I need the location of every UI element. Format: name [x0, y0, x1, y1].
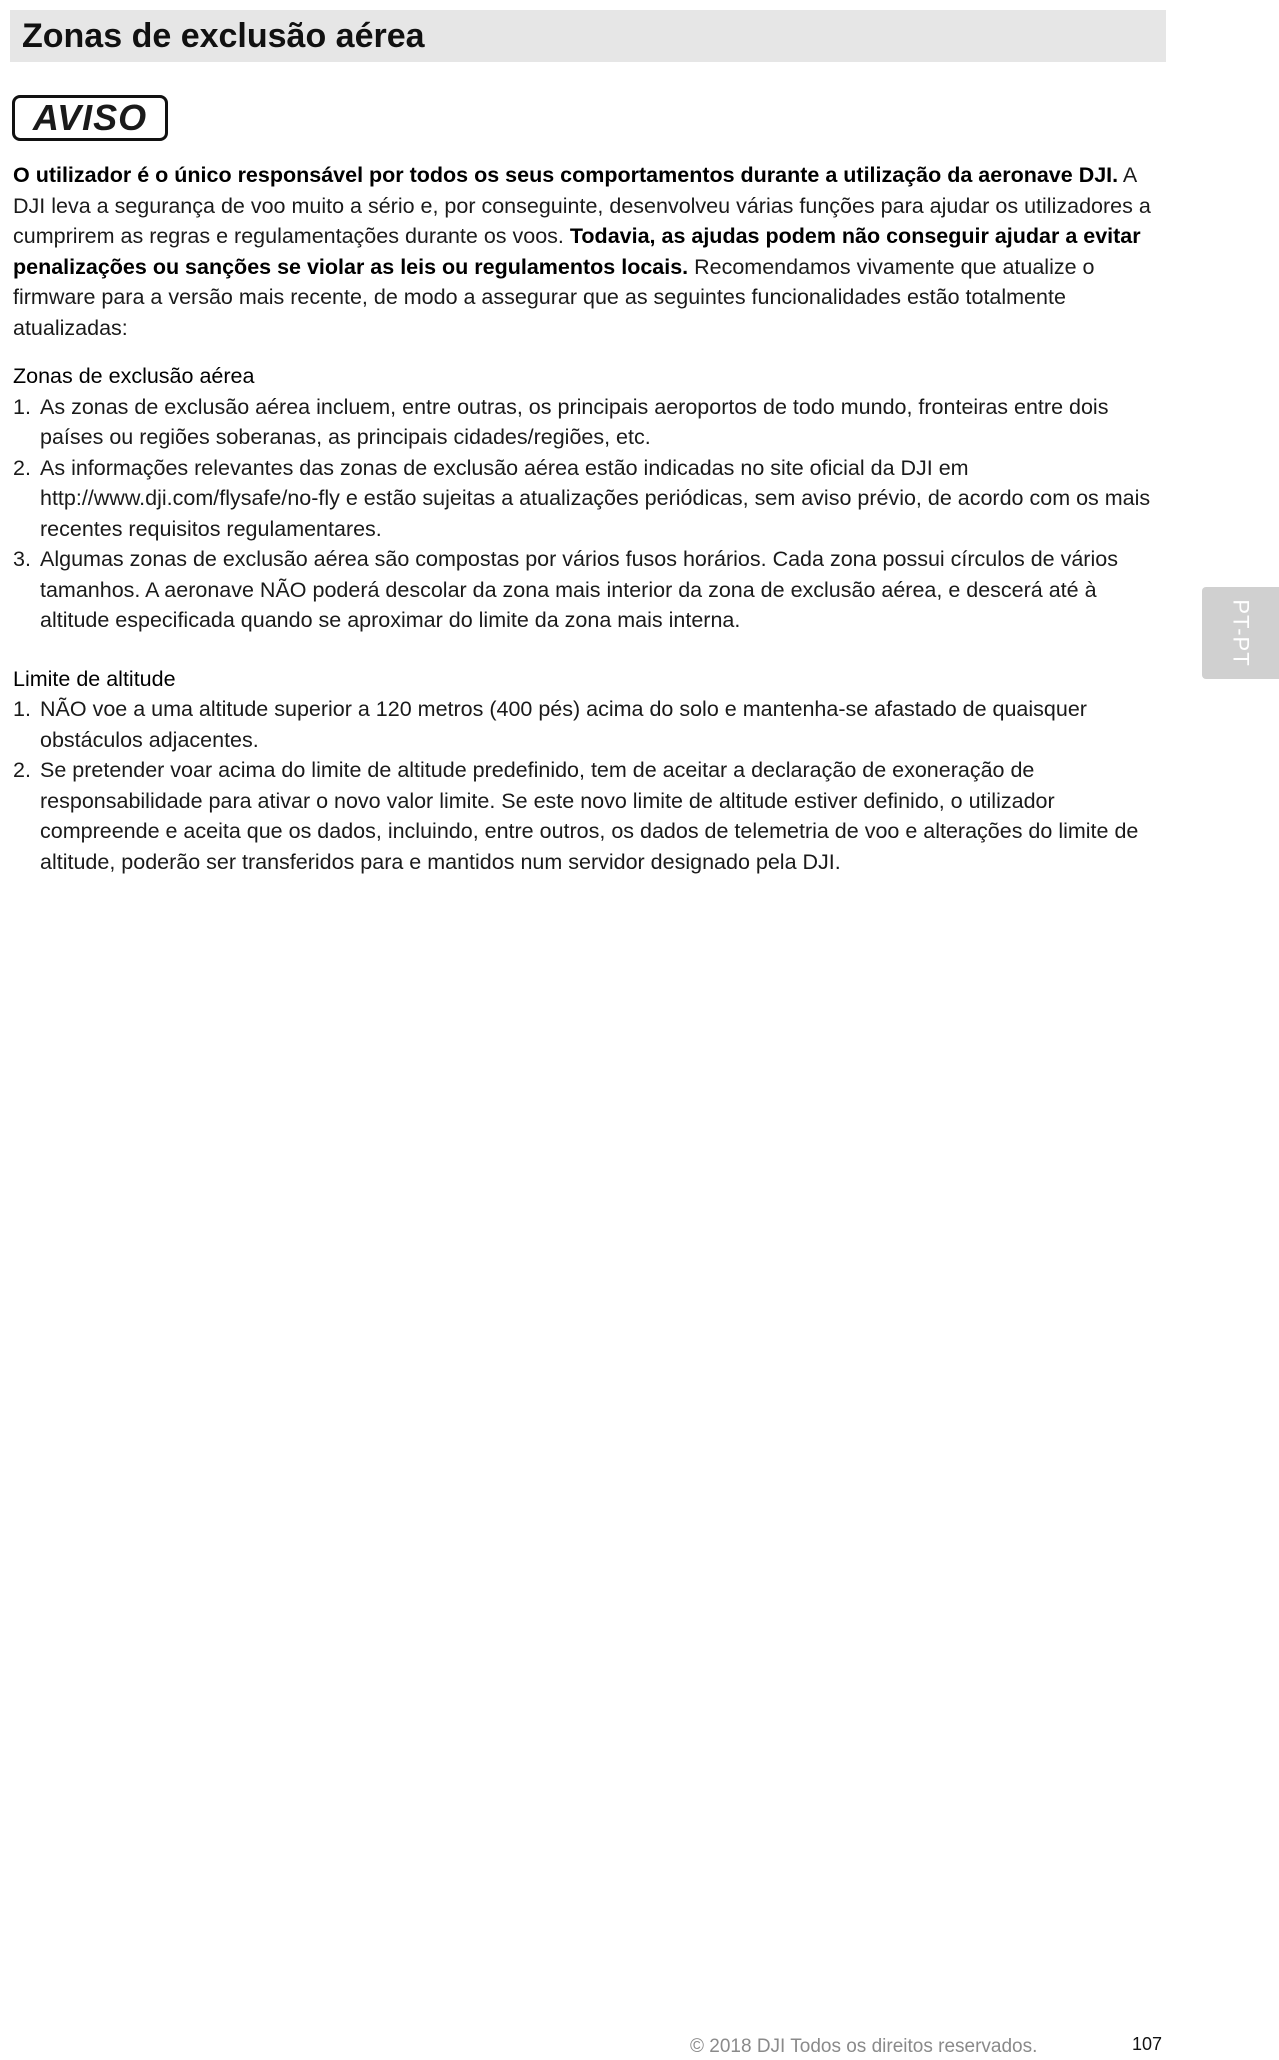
intro-text-1: A DJI leva a segurança de voo muito a sério e, por conseguinte, desenvolveu várias funções para ajudar os utilizadores a cumprirem as regras e regulamentações durante os voos.: [13, 163, 1151, 248]
list-item: [13, 453, 1163, 545]
language-tab-label: PT-PT: [1228, 599, 1254, 667]
list-number: 1.: [13, 697, 31, 721]
intro-paragraph: [13, 160, 1163, 343]
list-text: Algumas zonas de exclusão aérea são compostas por vários fusos horários. Cada zona possui círculos de vários tamanhos. A aeronave NÃO poderá descolar da zona mais interior da zona de exclusão aérea, e descerá até à altitude especificada quando se aproximar do limite da zona mais interna.: [40, 547, 1118, 632]
warning-badge: AVISO: [12, 95, 168, 141]
list-item: [13, 755, 1163, 877]
list-item: [13, 392, 1163, 453]
intro-text-2: Recomendamos vivamente que atualize o firmware para a versão mais recente, de modo a assegurar que as seguintes funcionalidades estão totalmente atualizadas:: [13, 254, 1095, 340]
section-no-fly-zones: [13, 361, 1163, 636]
intro-bold-2: Todavia, as ajudas podem não conseguir ajudar a evitar penalizações ou sanções se violar as leis ou regulamentos locais.: [13, 224, 1141, 279]
intro-bold-1: O utilizador é o único responsável por todos os seus comportamentos durante a utilização da aeronave DJI.: [13, 163, 1119, 187]
page-title: Zonas de exclusão aérea: [22, 16, 425, 55]
section-title-altitude: Limite de altitude: [13, 666, 176, 691]
altitude-list: [13, 694, 1163, 877]
list-text: NÃO voe a uma altitude superior a 120 metros (400 pés) acima do solo e mantenha-se afastado de quaisquer obstáculos adjacentes.: [40, 697, 1087, 752]
page-header: [10, 10, 1166, 62]
section-title-no-fly: Zonas de exclusão aérea: [13, 364, 255, 388]
list-number: 2.: [13, 455, 31, 480]
list-number: 1.: [13, 394, 31, 419]
list-number: 3.: [13, 547, 31, 571]
list-item: [13, 544, 1163, 636]
footer-copyright: © 2018 DJI Todos os direitos reservados.: [690, 2036, 1038, 2057]
language-side-tab: [1202, 587, 1279, 679]
list-text: As informações relevantes das zonas de exclusão aérea estão indicadas no site oficial da DJI em http://www.dji.com/flysafe/no-fly e estão sujeitas a atualizações periódicas, sem aviso prévio, de acordo com os mais recentes requisitos regulamentares.: [40, 455, 1151, 541]
list-text: Se pretender voar acima do limite de altitude predefinido, tem de aceitar a declaração de exoneração de responsabilidade para ativar o novo valor limite. Se este novo limite de altitude estiver definido, o utilizador compreende e aceita que os dados, incluindo, entre outros, os dados de telemetria de voo e alterações do limite de altitude, poderão ser transferidos para e mantidos num servidor designado pela DJI.: [40, 758, 1139, 874]
no-fly-list: [13, 392, 1163, 636]
page-number: 107: [1132, 2034, 1163, 2054]
section-altitude-limit: [13, 664, 1163, 878]
list-number: 2.: [13, 758, 31, 782]
page-content: [13, 160, 1163, 877]
list-item: [13, 694, 1163, 755]
list-text: As zonas de exclusão aérea incluem, entre outras, os principais aeroportos de todo mundo, fronteiras entre dois países ou regiões soberanas, as principais cidades/regiões, etc.: [40, 394, 1109, 449]
